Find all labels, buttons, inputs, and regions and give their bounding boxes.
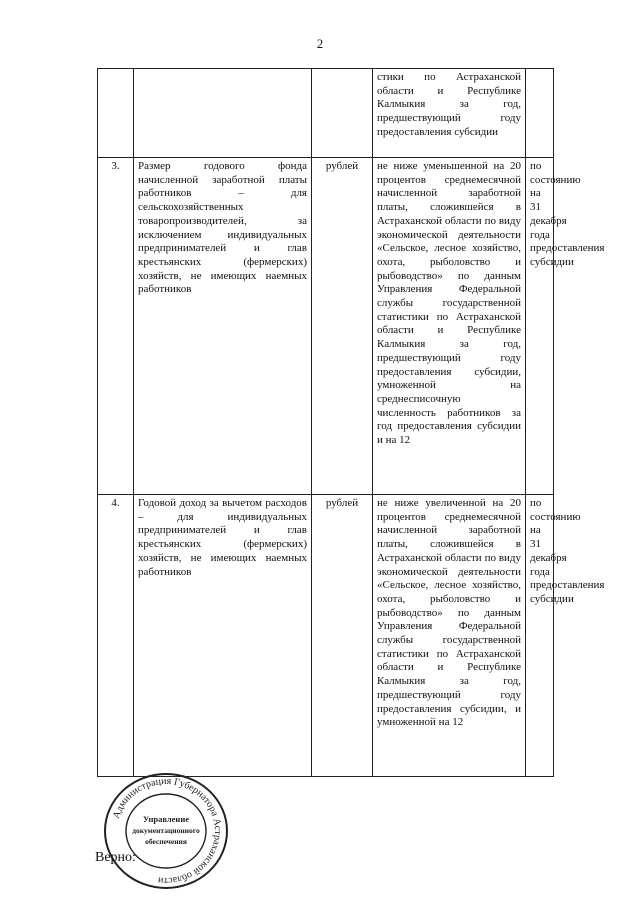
table-row: [98, 69, 554, 158]
page-number: 2: [316, 36, 324, 51]
seal-center-line: обеспечения: [145, 837, 187, 846]
official-seal: [102, 772, 230, 890]
seal-center-line: Управление: [142, 814, 190, 824]
row-value: стики по Астраханской области и Республике Калмыкия за год, предшествующий году предоставления субсидии: [373, 69, 526, 158]
row-unit: рублей: [312, 158, 373, 495]
row-period: по состоянию на 31 декабря года предоставления субсидии: [526, 495, 554, 777]
row-number: 3.: [98, 158, 134, 495]
row-period: по состоянию на 31 декабря года предоставления субсидии: [526, 158, 554, 495]
row-value: не ниже увеличенной на 20 процентов среднемесячной начисленной заработной платы, сложившейся в Астраханской области по виду экономической деятельности «Сельское, лесное хозяйство, охота, рыболовство и рыбоводство» по данным Управления Федеральной службы государственной статистики по Астраханской области и Республике Калмыкия за год, предшествующий году предоставления субсидии, и умноженной на 12: [373, 495, 526, 777]
seal-center-line: документационного: [132, 826, 200, 835]
row-value: не ниже уменьшенной на 20 процентов среднемесячной начисленной заработной платы, сложившейся в Астраханской области по виду экономической деятельности «Сельское, лесное хозяйство, охота, рыболовство и рыбоводство» по данным Управления Федеральной службы государственной статистики по Астраханской области и Республике Калмыкия за год, предшествующий году предоставления субсидии, умноженной на среднесписочную численность работников за год предоставления субсидии и на 12: [373, 158, 526, 495]
row-unit: рублей: [312, 495, 373, 777]
row-criterion: Размер годового фонда начисленной заработной платы работников – для сельскохозяйственных товаропроизводителей, за исключением индивидуальных предпринимателей и глав крестьянских (фермерских) хозяйств, не имеющих наемных работников: [134, 158, 312, 495]
row-criterion: Годовой доход за вычетом расходов – для индивидуальных предпринимателей и глав крестьянских (фермерских) хозяйств, не имеющих наемных работников: [134, 495, 312, 777]
row-number: 4.: [98, 495, 134, 777]
criteria-table: [97, 68, 605, 777]
table-row: [98, 158, 554, 495]
verno-label: Верно:: [95, 850, 136, 865]
row-number: [98, 69, 134, 158]
seal-ring-text: Администрация Губернатора Астраханской области: [110, 775, 224, 887]
row-criterion: [134, 69, 312, 158]
row-period: [526, 69, 554, 158]
table-row: [98, 495, 554, 777]
row-unit: [312, 69, 373, 158]
